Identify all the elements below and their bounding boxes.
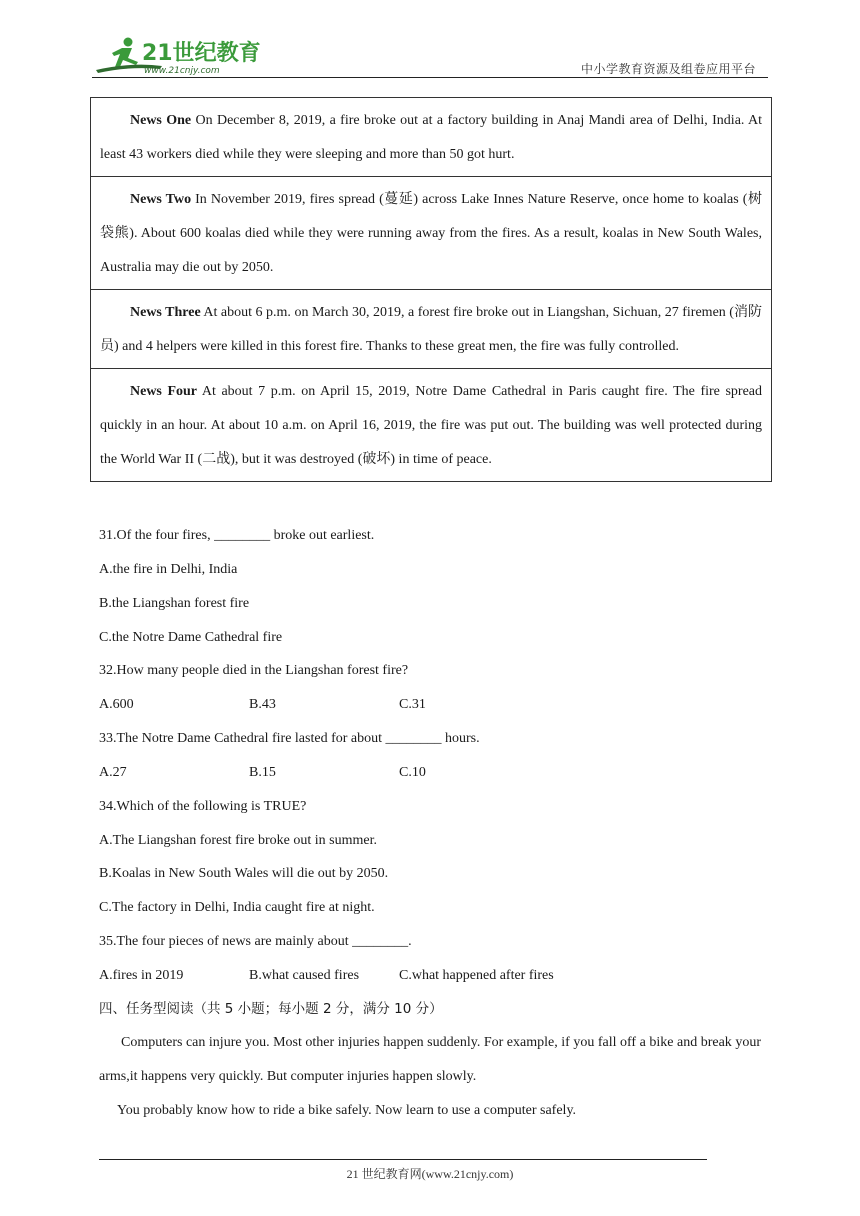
option-32a: A.600 [99, 697, 134, 712]
question-31: 31.Of the four fires, ________ broke out earliest. [99, 528, 375, 543]
news-item-four [91, 368, 771, 481]
option-34c: C.The factory in Delhi, India caught fire at night. [99, 900, 375, 915]
option-35b: B.what caused fires [249, 968, 360, 983]
option-31b: B.the Liangshan forest fire [99, 596, 250, 611]
news-body: On December 8, 2019, a fire broke out at a factory building in Anaj Mandi area of Delhi, India. At least 43 workers died while they were sleeping and more than 50 got hurt. [100, 113, 762, 162]
option-32c: C.31 [399, 697, 426, 712]
platform-name: 中小学教育资源及组卷应用平台 [580, 62, 756, 76]
passage-paragraph-2: You probably know how to ride a bike safely. Now learn to use a computer safely. [117, 1103, 577, 1118]
question-32: 32.How many people died in the Liangshan forest fire? [99, 663, 409, 678]
news-heading: News One [130, 113, 192, 128]
news-item-two [91, 176, 771, 289]
passage-paragraph-1: Computers can injure you. Most other injuries happen suddenly. For example, if you fall off a bike and break your arms,it happens very quickly. But computer injuries happen slowly. [99, 1035, 761, 1084]
news-body: At about 6 p.m. on March 30, 2019, a forest fire broke out in Liangshan, Sichuan, 27 firemen (消防员) and 4 helpers were killed in this forest fire. Thanks to these great men, the fire was fully controlled. [100, 305, 762, 354]
option-35c: C.what happened after fires [399, 968, 554, 983]
option-34a: A.The Liangshan forest fire broke out in summer. [99, 833, 377, 848]
news-heading: News Two [130, 192, 192, 207]
news-item-one [91, 98, 771, 176]
news-body: In November 2019, fires spread (蔓延) across Lake Innes Nature Reserve, once home to koalas (树袋熊). About 600 koalas died while they were running away from the fires. As a result, koalas in New South Wales, Australia may die out by 2050. [100, 192, 762, 275]
news-item-three [91, 289, 771, 368]
option-33a: A.27 [99, 765, 127, 780]
header-divider [92, 77, 768, 78]
options-32 [99, 695, 769, 715]
news-table [90, 97, 772, 482]
option-32b: B.43 [249, 697, 276, 712]
footer-text: 21 世纪教育网(www.21cnjy.com) [346, 1167, 514, 1181]
svg-text:www.21cnjy.com: www.21cnjy.com [144, 66, 220, 76]
option-35a: A.fires in 2019 [99, 968, 184, 983]
options-35 [99, 966, 769, 986]
question-35: 35.The four pieces of news are mainly about ________. [99, 934, 412, 949]
question-34: 34.Which of the following is TRUE? [99, 799, 307, 814]
footer-divider [99, 1159, 707, 1160]
site-logo [92, 36, 262, 78]
news-heading: News Four [130, 384, 198, 399]
question-33: 33.The Notre Dame Cathedral fire lasted for about ________ hours. [99, 731, 480, 746]
news-heading: News Three [130, 305, 201, 320]
page-header [0, 0, 860, 80]
option-33c: C.10 [399, 765, 426, 780]
section-title: 四、任务型阅读（共 5 小题；每小题 2 分，满分 10 分） [99, 1001, 443, 1017]
svg-text:21世纪教育: 21世纪教育 [142, 41, 261, 66]
option-33b: B.15 [249, 765, 276, 780]
news-body: At about 7 p.m. on April 15, 2019, Notre Dame Cathedral in Paris caught fire. The fire spread quickly in an hour. At about 10 a.m. on April 16, 2019, the fire was put out. The building was well protected during the World War II (二战), but it was destroyed (破坏) in time of peace. [100, 384, 762, 467]
option-31a: A.the fire in Delhi, India [99, 562, 238, 577]
option-34b: B.Koalas in New South Wales will die out by 2050. [99, 866, 389, 881]
option-31c: C.the Notre Dame Cathedral fire [99, 630, 283, 645]
options-33 [99, 763, 769, 783]
